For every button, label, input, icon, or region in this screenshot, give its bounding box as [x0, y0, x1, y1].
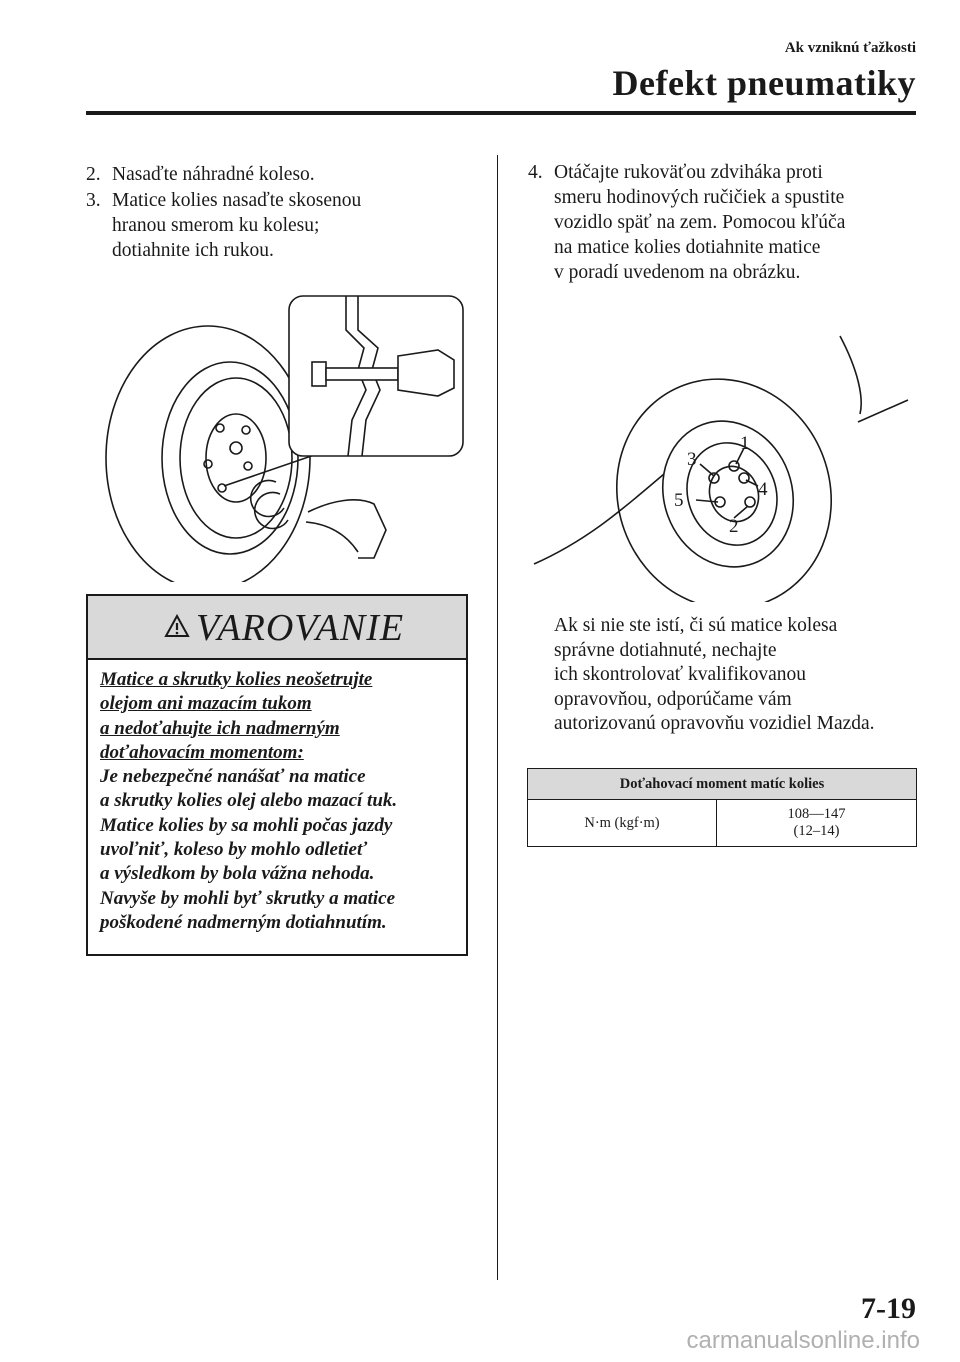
leader-line [700, 464, 714, 476]
step-text: dotiahnite ich rukou. [112, 240, 274, 261]
step-4 [528, 160, 928, 290]
tightening-order-illustration [528, 318, 918, 602]
torque-value-alt: (12–14) [793, 823, 840, 839]
warning-title: VAROVANIE [196, 607, 405, 649]
rim [643, 403, 814, 586]
lug-nut [745, 497, 755, 507]
note-line: autorizovanú opravovňu vozidiel Mazda. [554, 713, 875, 734]
stud [244, 462, 252, 470]
warning-line: uvoľniť, koleso by mohlo odletieť [100, 839, 368, 861]
order-label-1: 1 [740, 433, 750, 454]
table-header-row [528, 769, 917, 800]
order-label-3: 3 [687, 449, 697, 470]
tire-inner [162, 362, 298, 554]
torque-value: 108—147 [787, 806, 846, 822]
warning-line: Je nebezpečné nanášať na matice [100, 766, 366, 788]
page-number: 7-19 [861, 1292, 916, 1325]
torque-table [527, 768, 917, 847]
note-line: ich skontrolovať kvalifikovanou [554, 664, 807, 685]
step-text: Otáčajte rukoväťou zdviháka proti [554, 162, 823, 183]
note-paragraph [554, 614, 934, 737]
note-line: správne dotiahnuté, nechajte [554, 639, 777, 661]
stud [242, 426, 250, 434]
warning-body [100, 668, 458, 935]
step-2 [86, 162, 486, 187]
stud [204, 460, 212, 468]
hand [306, 522, 358, 552]
torque-unit-cell: N·m (kgf·m) [528, 800, 717, 847]
warning-line: Navyše by mohli byť skrutky a matice [100, 887, 396, 909]
hub-cap [230, 442, 242, 454]
warning-triangle-icon [164, 614, 190, 638]
step-3 [86, 188, 486, 268]
note-line: opravovňou, odporúčame vám [554, 688, 792, 710]
wheel-nut-illustration [96, 290, 470, 582]
header-rule [86, 111, 916, 115]
step-text: Matice kolies nasaďte skosenou [112, 190, 362, 211]
step-number: 3. [86, 190, 101, 211]
tire-outline [585, 349, 864, 602]
ground-line [534, 474, 664, 564]
step-text: Nasaďte náhradné koleso. [112, 164, 315, 185]
hand [308, 500, 386, 558]
hub [206, 414, 266, 502]
warning-header [88, 596, 466, 660]
rim [180, 378, 292, 538]
table-header: Doťahovací moment matíc kolies [528, 769, 917, 800]
step-number: 2. [86, 164, 101, 185]
step-text: na matice kolies dotiahnite matice [554, 237, 821, 258]
warning-box [86, 594, 468, 956]
lug-nut [398, 350, 454, 396]
rotate-arrow-icon [251, 480, 284, 516]
stud [216, 424, 224, 432]
warning-line: Matice kolies by sa mohli počas jazdy [100, 814, 393, 836]
warning-line: a výsledkom by bola vážna nehoda. [100, 863, 375, 885]
warning-underlined-line: olejom ani mazacím tukom [100, 693, 312, 715]
order-label-5: 5 [674, 490, 684, 511]
section-label: Ak vzniknú ťažkosti [784, 40, 916, 56]
step-text: hranou smerom ku kolesu; [112, 215, 320, 236]
watermark: carmanualsonline.info [686, 1327, 920, 1354]
order-label-4: 4 [758, 479, 768, 500]
warning-underlined-line: doťahovacím momentom: [100, 741, 304, 763]
note-line: Ak si nie ste istí, či sú matice kolesa [554, 615, 838, 636]
warning-underlined-line: a nedoťahujte ich nadmerným [100, 717, 340, 739]
torque-value-cell [717, 800, 917, 847]
step-number: 4. [528, 162, 543, 183]
warning-underlined-line: Matice a skrutky kolies neošetrujte [100, 669, 373, 690]
fender-arc [840, 336, 861, 414]
column-divider [497, 155, 498, 1280]
step-text: smeru hodinových ručičiek a spustite [554, 187, 845, 208]
order-label-2: 2 [729, 516, 739, 537]
step-text: v poradí uvedenom na obrázku. [554, 262, 801, 283]
step-text: vozidlo späť na zem. Pomocou kľúča [554, 212, 846, 233]
body-line [858, 400, 908, 422]
warning-line: a skrutky kolies olej alebo mazací tuk. [100, 790, 398, 812]
table-row [528, 800, 917, 847]
tire-outline [106, 326, 310, 582]
warning-line: poškodené nadmerným dotiahnutím. [100, 911, 387, 933]
stud-thread [326, 368, 398, 380]
chapter-title: Defekt pneumatiky [612, 63, 916, 103]
stud-base [312, 362, 326, 386]
